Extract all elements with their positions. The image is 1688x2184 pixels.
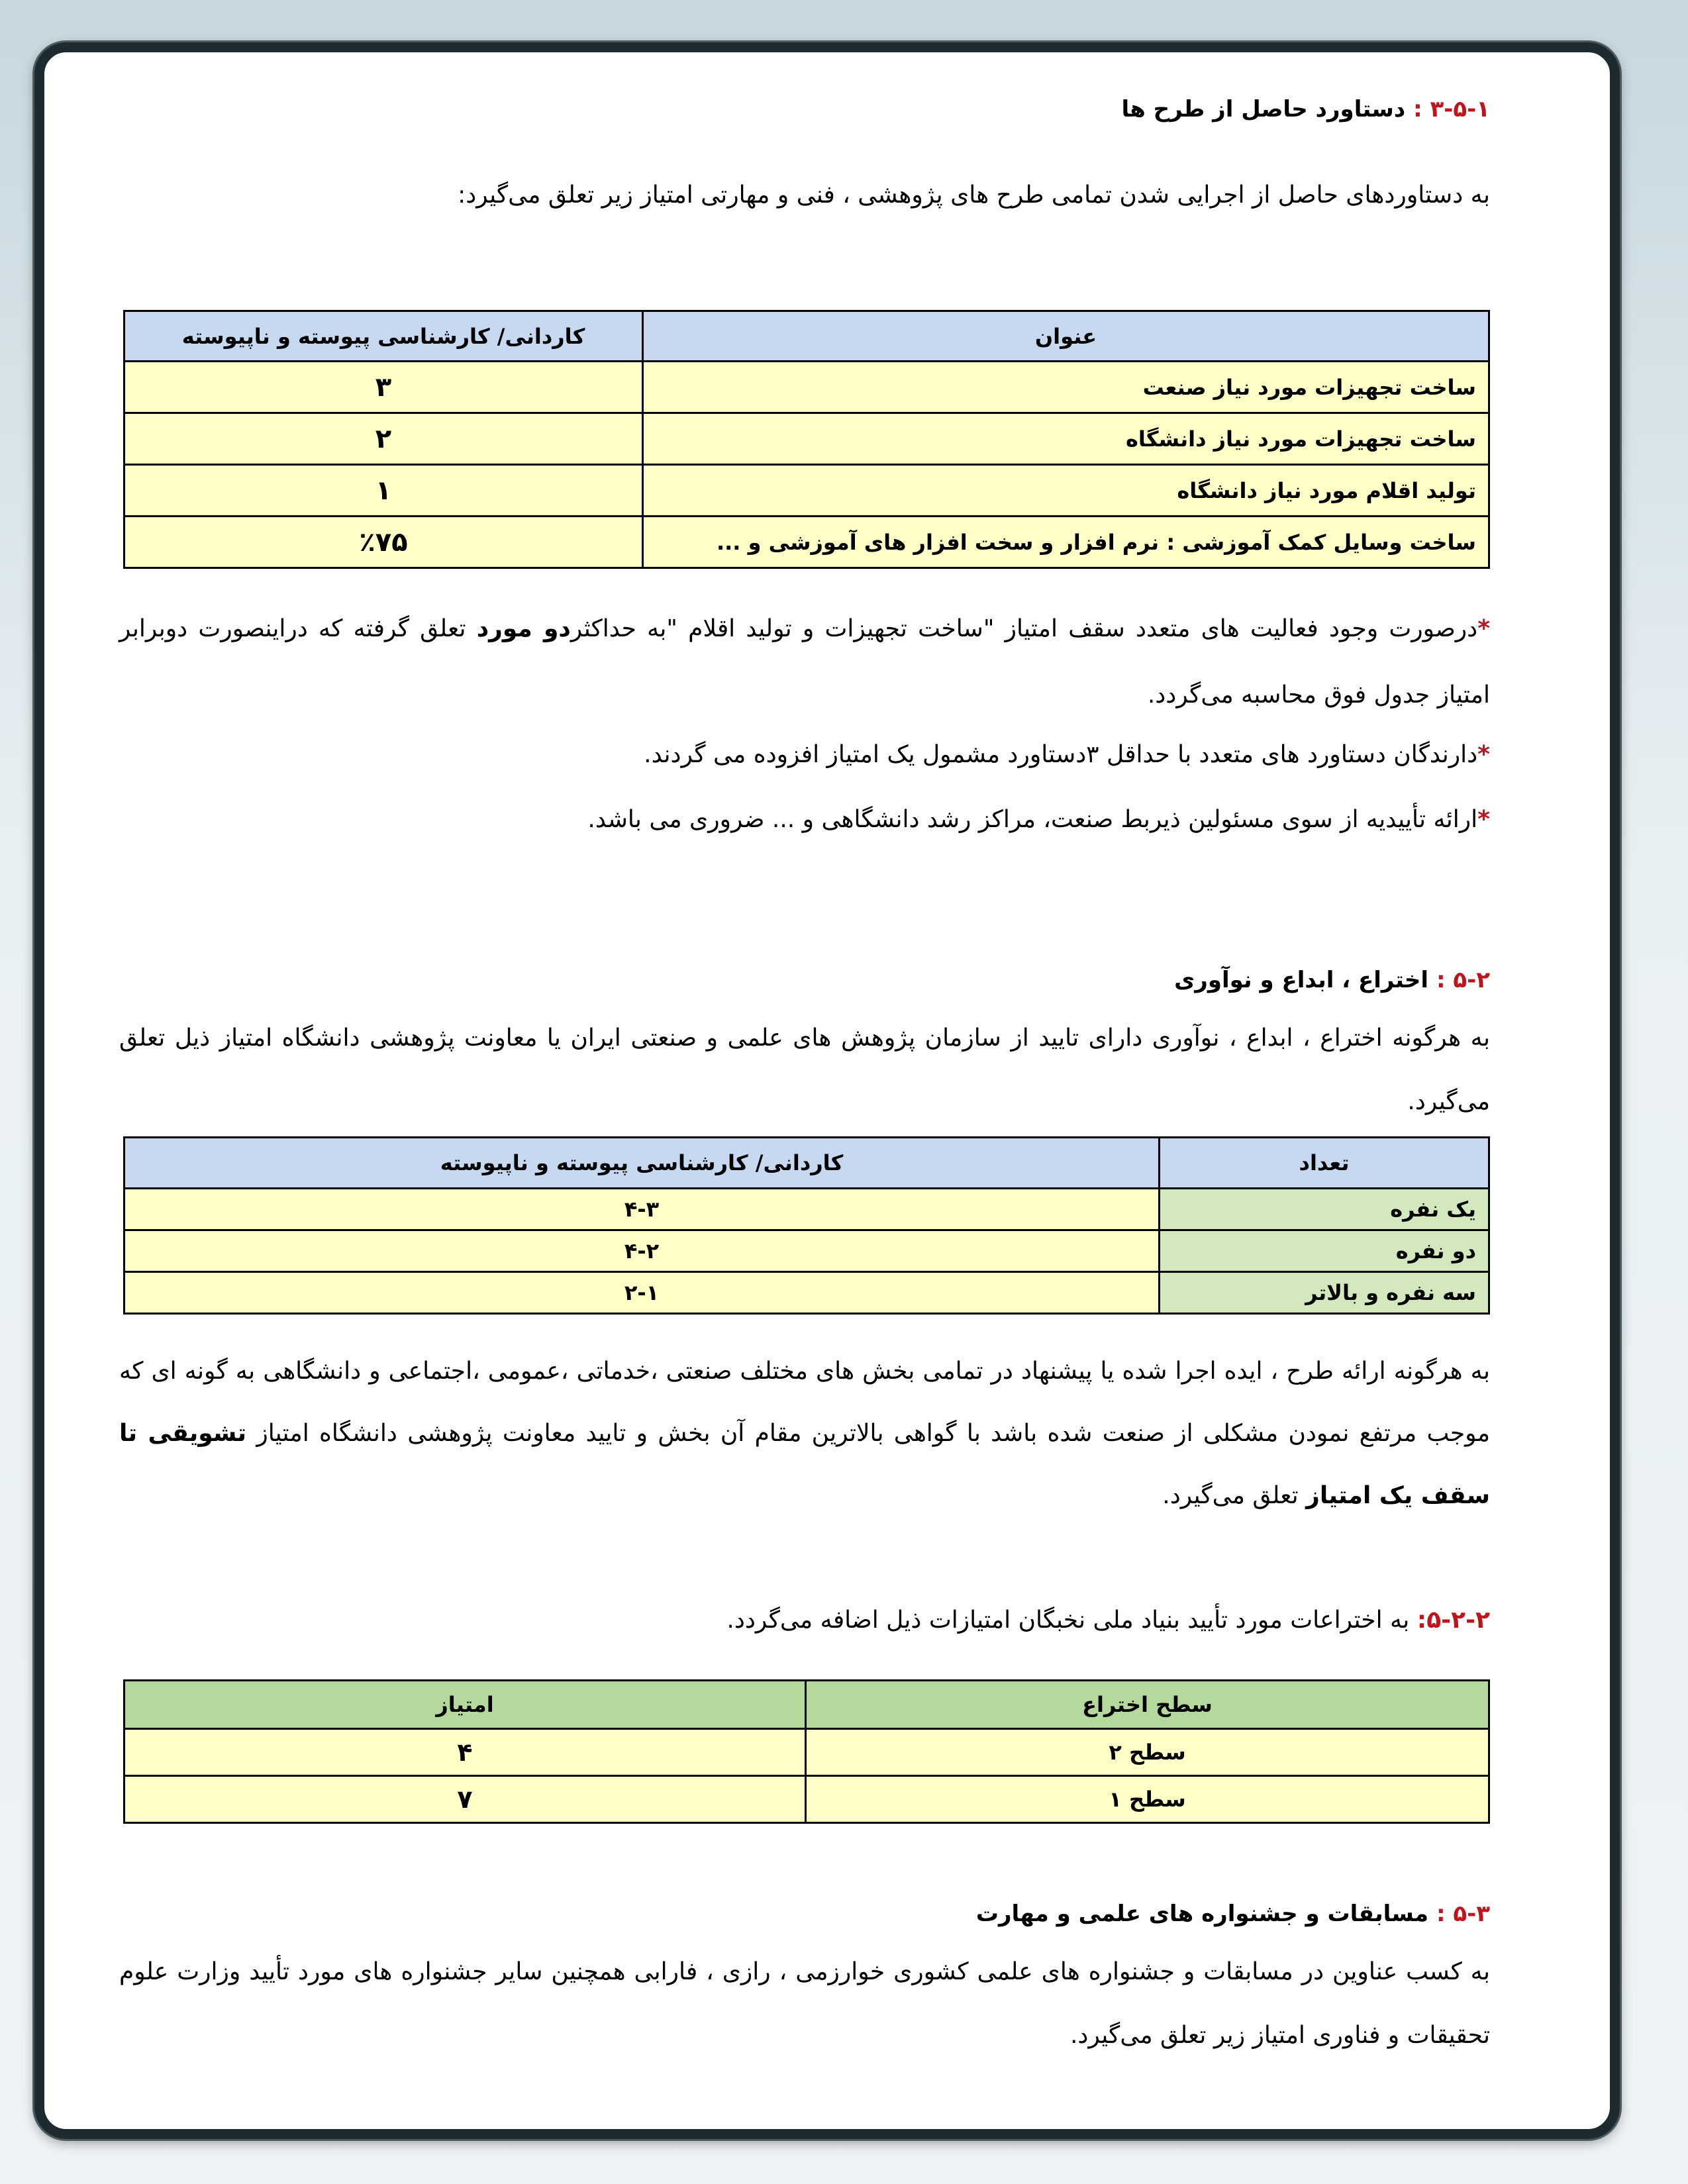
note-text: تعلق گرفته که دراینصورت دوبرابر امتیاز جدول فوق محاسبه می‌گردد. [119,615,1490,709]
achievements-table [123,310,1490,569]
paragraph-text: به هرگونه ارائه طرح ، ایده اجرا شده یا پیشنهاد در تمامی بخش های مختلف صنعتی ،خدماتی ،عمومی ،اجتماعی و دانشگاهی به گونه ای که موجب مرتفع نمودن مشکلی از صنعت شده باشد با گواهی بالاترین مقام آن بخش و تایید معاونت پژوهشی دانشگاه امتیاز [119,1358,1490,1447]
section-intro: به هرگونه اختراع ، ابداع ، نوآوری دارای تایید از سازمان پژوهش های علمی و صنعتی ایران یا معاونت پژوهشی دانشگاه امتیاز ذیل تعلق می‌گیرد. [119,1024,1490,1115]
table-header: کاردانی/ کارشناسی پیوسته و ناپیوسته [124,1138,1160,1189]
note-2 [119,722,1490,788]
section-heading-2 [119,967,1490,993]
invention-count-table [123,1136,1490,1315]
section-heading-1 [119,96,1490,123]
table-cell: ۴-۲ [124,1230,1160,1272]
note-text: درصورت وجود فعالیت های متعدد سقف امتیاز "ساخت تجهیزات و تولید اقلام "به حداکثر [570,615,1478,642]
section-paragraph [119,1340,1490,1527]
table-header: تعداد [1160,1138,1489,1189]
note-star: * [1477,615,1491,642]
table-cell: ۲-۱ [124,1272,1160,1314]
section-number: ۵-۳ : [1436,1901,1490,1927]
note-text: ارائه تأییدیه از سوی مسئولین ذیربط صنعت، مراکز رشد دانشگاهی و ... ضروری می باشد. [587,806,1478,833]
section-intro: به کسب عناوین در مسابقات و جشنواره های علمی کشوری خوارزمی ، رازی ، فارابی همچنین سایر جشنواره های مورد تأیید وزارت علوم تحقیقات و فناوری امتیاز زیر تعلق می‌گیرد. [119,1958,1490,2049]
table-cell: سطح ۲ [806,1729,1489,1776]
table-header: سطح اختراع [806,1681,1489,1729]
section-number: ۵-۲ : [1436,967,1490,993]
table-cell: سه نفره و بالاتر [1160,1272,1489,1314]
table-row [124,1230,1489,1272]
table-header: عنوان [643,311,1489,362]
section-number: ۳-۵-۱ : [1413,96,1490,123]
table-cell: ساخت تجهیزات مورد نیاز صنعت [643,362,1489,413]
table-cell: تولید اقلام مورد نیاز دانشگاه [643,465,1489,517]
table-cell: ۱ [124,465,643,517]
paragraph-text: تعلق می‌گیرد. [1162,1482,1307,1509]
paragraph-bold: تشویقی تا سقف یک امتیاز [119,1420,1490,1509]
section-title: اختراع ، ابداع و نوآوری [1174,967,1429,993]
table-cell: ۳ [124,362,643,413]
table-cell: ساخت تجهیزات مورد نیاز دانشگاه [643,413,1489,465]
subsection-number: ۵-۲-۲: [1416,1607,1490,1634]
section-heading-3 [119,1901,1490,1927]
table-cell: ۴-۳ [124,1189,1160,1230]
table-row [124,517,1489,568]
section-intro: به دستاوردهای حاصل از اجرایی شدن تمامی طرح های پژوهشی ، فنی و مهارتی امتیاز زیر تعلق می‌گیرد: [458,181,1490,209]
table-cell: ۲ [124,413,643,465]
table-cell: ساخت وسایل کمک آموزشی : نرم افزار و سخت افزار های آموزشی و ... [643,517,1489,568]
table-cell: سطح ۱ [806,1776,1489,1823]
section-title: دستاورد حاصل از طرح ها [1121,96,1406,123]
table-row [124,413,1489,465]
table-cell: دو نفره [1160,1230,1489,1272]
note-star: * [1477,741,1490,768]
invention-level-table [123,1679,1490,1824]
table-row [124,1776,1489,1823]
table-row [124,1272,1489,1314]
note-bold: دو مورد [476,615,571,642]
note-1 [119,596,1490,728]
table-row [124,465,1489,517]
table-header: کاردانی/ کارشناسی پیوسته و ناپیوسته [124,311,643,362]
table-cell: یک نفره [1160,1189,1489,1230]
table-row [124,1189,1489,1230]
table-cell: ٪۷۵ [124,517,643,568]
subsection-line [119,1589,1490,1652]
section-title: مسابقات و جشنواره های علمی و مهارت [975,1901,1429,1927]
subsection-text: به اختراعات مورد تأیید بنیاد ملی نخبگان امتیازات ذیل اضافه می‌گردد. [726,1607,1410,1634]
table-cell: ۷ [124,1776,806,1823]
note-3 [119,787,1490,853]
table-cell: ۴ [124,1729,806,1776]
table-row [124,1729,1489,1776]
table-header: امتیاز [124,1681,806,1729]
note-star: * [1477,806,1490,833]
table-row [124,362,1489,413]
note-text: دارندگان دستاورد های متعدد با حداقل ۳دستاورد مشمول یک امتیاز افزوده می گردند. [644,741,1478,768]
